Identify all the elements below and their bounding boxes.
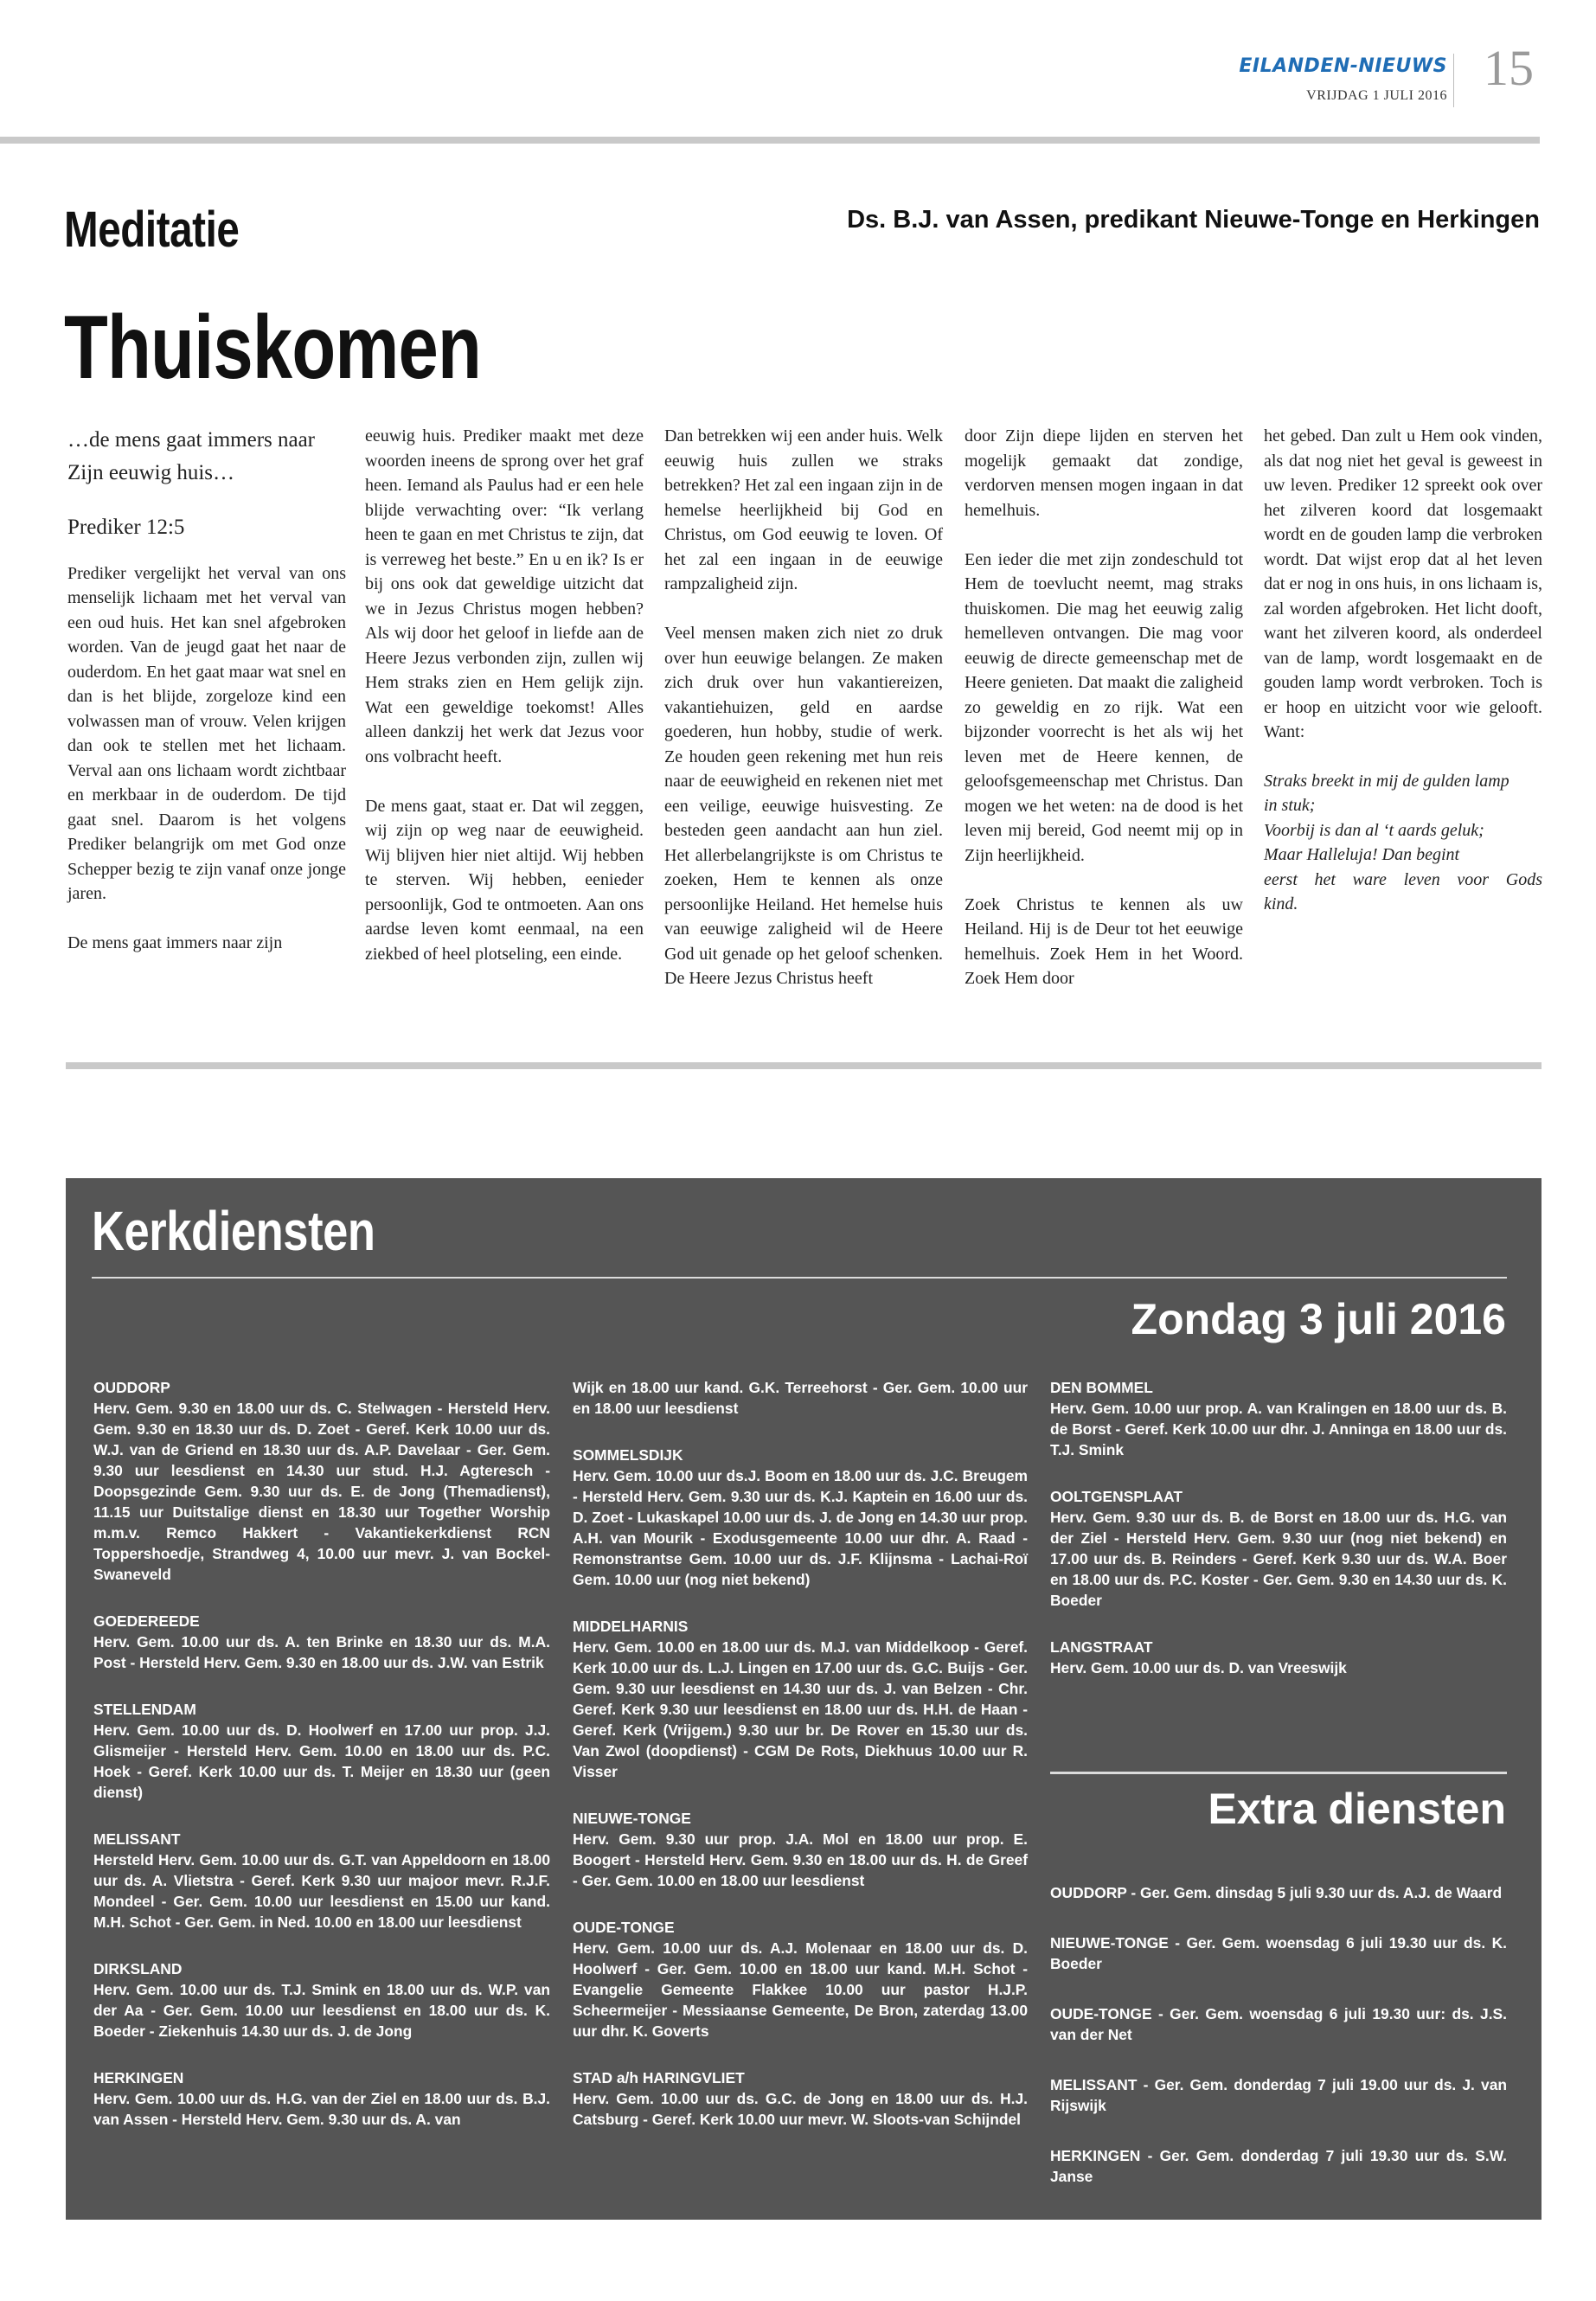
service-details: Herv. Gem. 9.30 en 18.00 uur ds. C. Stelwagen - Hersteld Herv. Gem. 9.30 en 18.30 uur ds. D. Zoet - Geref. Kerk 10.00 uur ds. W.J. van de Griend en 18.30 uur ds. A.P. Davelaar - Ger. Gem. 9.30 uur leesdienst en 14.30 uur stud. H.J. Agteresch - Doopsgezinde Gem. 9.30 uur ds. E. de Jong (Themadienst), 11.15 uur Duitstalige dienst en 18.30 uur Together Worship m.m.v. Remco Hakkert - Vakantiekerkdienst RCN Toppershoedje, Strandweg 4, 10.00 uur mevr. J. van Bockel-Swaneveld <box>93 1400 550 1583</box>
extra-services-title: Extra diensten <box>1208 1785 1506 1833</box>
poem-line: eerst het ware leven voor Gods <box>1264 869 1542 889</box>
article-paragraph: De mens gaat immers naar zijn <box>67 933 283 952</box>
header-rule <box>0 137 1540 144</box>
article-column-1 <box>67 424 346 956</box>
service-place: DEN BOMMEL <box>1050 1379 1153 1396</box>
article-column-3 <box>664 424 943 991</box>
article-paragraph: Veel mensen maken zich niet zo druk over hun eeuwige belangen. Ze maken zich druk over hun vakantiereizen, vakantiehuizen, geld en aardse goederen, hun hobby, studie of werk. Ze houden geen rekening met hun reis naar de eeuwigheid en rekenen niet met een veilige, eeuwige huisvesting. Ze besteden geen aandacht aan hun ziel. Het allerbelangrijkste is om Christus te zoeken, Hem te kennen als onze persoonlijke Heiland. Het hemelse huis van eeuwige zaligheid wil de Heere God uit genade op het geloof schenken. De Heere Jezus Christus heeft <box>664 624 943 988</box>
article-headline: Thuiskomen <box>64 298 482 398</box>
services-title: Kerkdiensten <box>92 1200 375 1262</box>
service-details: Herv. Gem. 10.00 uur ds. H.G. van der Ziel en 18.00 uur ds. B.J. van Assen - Hersteld Herv. Gem. 9.30 uur ds. A. van <box>93 2090 550 2128</box>
service-place: STAD a/h HARINGVLIET <box>573 2069 745 2086</box>
article-paragraph: Prediker vergelijkt het verval van ons menselijk lichaam met het verval van een oud huis. Het kan snel afgebroken worden. Van de jeugd gaat het naar de ouderdom. En het gaat maar wat snel en dan is het blijde, zorgeloze kind een volwassen man of vrouw. Velen krijgen dan ook te stellen met het lichaam. Verval aan ons lichaam wordt zichtbaar en merkbaar in de ouderdom. De tijd gaat snel. Daarom is het volgens Prediker belangrijk om met God onze Schepper bezig te zijn vanaf onze jonge jaren. <box>67 563 346 903</box>
service-place: MIDDELHARNIS <box>573 1618 689 1635</box>
service-place: NIEUWE-TONGE <box>573 1810 691 1827</box>
service-details: Herv. Gem. 10.00 uur ds.J. Boom en 18.00 uur ds. J.C. Breugem - Hersteld Herv. Gem. 9.30 uur ds. K.J. Kaptein en 16.00 uur ds. D. Zoet - Lukaskapel 10.00 uur ds. J. de Jong en 14.30 uur prop. A.H. van Mourik - Exodusgemeente 10.00 uur dhr. A. Raad - Remonstrantse Gem. 10.00 uur ds. J.F. Klijnsma - Lachai-Roï Gem. 10.00 uur (nog niet bekend) <box>573 1467 1028 1588</box>
poem-line: in stuk; <box>1264 796 1316 815</box>
section-title: Meditatie <box>64 202 240 258</box>
service-place: DIRKSLAND <box>93 1960 183 1977</box>
service-details: Herv. Gem. 10.00 uur ds. T.J. Smink en 18.00 uur ds. W.P. van der Aa - Ger. Gem. 10.00 uur leesdienst en 18.00 uur ds. K. Boeder - Ziekenhuis 14.30 uur ds. J. de Jong <box>93 1981 550 2040</box>
services-column-1 <box>93 1377 550 2130</box>
article-paragraph: De mens gaat, staat er. Dat wil zeggen, wij zijn op weg naar de eeuwigheid. Wij blijven hier niet altijd. Wij hebben te sterven. Wij hebben, eenieder persoonlijk, God te ontmoeten. Aan ons aardse leven komt eenmaal, na een ziekbed of heel plotseling, een einde. <box>365 796 644 964</box>
services-title-rule <box>92 1277 1507 1279</box>
article-paragraph: Dan betrekken wij een ander huis. Welk eeuwig huis zullen we straks betrekken? Het zal een ingaan zijn in de hemelse heerlijkheid bij God en Christus, om God eeuwig te loven. Of het zal een ingaan in de eeuwige rampzaligheid zijn. <box>664 426 943 593</box>
service-place: HERKINGEN <box>93 2069 184 2086</box>
poem-line: Maar Halleluja! Dan begint <box>1264 845 1460 864</box>
extra-service-item: OUDE-TONGE - Ger. Gem. woensdag 6 juli 19.30 uur: ds. J.S. van der Net <box>1050 2005 1507 2043</box>
article-byline: Ds. B.J. van Assen, predikant Nieuwe-Tonge en Herkingen <box>847 206 1540 234</box>
service-details: Herv. Gem. 10.00 uur ds. D. Hoolwerf en 17.00 uur prop. J.J. Glismeijer - Hersteld Herv. Gem. 10.00 en 18.00 uur ds. P.C. Hoek - Geref. Kerk 10.00 uur ds. T. Meijer en 18.30 uur (geen dienst) <box>93 1721 550 1801</box>
services-column-3 <box>1050 1377 1507 1678</box>
extra-services-list <box>1050 1882 1507 2216</box>
service-details: Hersteld Herv. Gem. 10.00 uur ds. G.T. van Appeldoorn en 18.00 uur ds. A. Vlietstra - Geref. Kerk 9.30 uur majoor mevr. R.J.F. Mondeel - Ger. Gem. 10.00 uur leesdienst en 15.00 uur kand. M.H. Schot - Ger. Gem. in Ned. 10.00 en 18.00 uur leesdienst <box>93 1851 550 1931</box>
service-details: Herv. Gem. 10.00 uur ds. A. ten Brinke en 18.30 uur ds. M.A. Post - Hersteld Herv. Gem. 9.30 en 18.00 uur ds. J.W. van Estrik <box>93 1633 550 1671</box>
service-place: OUDE-TONGE <box>573 1919 675 1936</box>
service-place: OOLTGENSPLAAT <box>1050 1488 1183 1505</box>
article-column-2 <box>365 424 644 966</box>
service-details: Herv. Gem. 10.00 uur ds. A.J. Molenaar en 18.00 uur ds. D. Hoolwerf - Ger. Gem. 10.00 en 18.00 uur kand. M.H. Schot - Evangelie Gemeente Flakkee 10.00 uur pastor H.J.P. Scheermeijer - Messiaanse Gemeente, De Bron, zaterdag 13.00 uur dhr. K. Goverts <box>573 1939 1028 2040</box>
extra-service-item: NIEUWE-TONGE - Ger. Gem. woensdag 6 juli 19.30 uur ds. K. Boeder <box>1050 1934 1507 1972</box>
service-place: OUDDORP <box>93 1379 170 1396</box>
closing-poem <box>1264 769 1542 917</box>
service-details: Wijk en 18.00 uur kand. G.K. Terreehorst - Ger. Gem. 10.00 uur en 18.00 uur leesdienst <box>573 1379 1028 1417</box>
poem-line: kind. <box>1264 894 1298 913</box>
service-place: GOEDEREEDE <box>93 1612 200 1630</box>
section-divider <box>66 1062 1542 1069</box>
service-place: MELISSANT <box>93 1830 181 1848</box>
bible-reference: Prediker 12:5 <box>67 516 185 539</box>
extra-services-rule <box>1050 1772 1507 1774</box>
extra-service-item: MELISSANT - Ger. Gem. donderdag 7 juli 19.00 uur ds. J. van Rijswijk <box>1050 2076 1507 2114</box>
issue-date: VRIJDAG 1 JULI 2016 <box>1306 88 1447 103</box>
article-column-5 <box>1264 424 1542 917</box>
service-place: STELLENDAM <box>93 1701 196 1718</box>
service-details: Herv. Gem. 9.30 uur prop. J.A. Mol en 18.00 uur prop. E. Boogert - Hersteld Herv. Gem. 9.30 en 18.00 uur ds. H. de Greef - Ger. Gem. 10.00 en 18.00 uur leesdienst <box>573 1830 1028 1889</box>
article-paragraph: Zoek Christus te kennen als uw Heiland. Hij is de Deur tot het eeuwige hemelhuis. Zoek Hem in het Woord. Zoek Hem door <box>965 894 1243 988</box>
extra-service-item: OUDDORP - Ger. Gem. dinsdag 5 juli 9.30 uur ds. A.J. de Waard <box>1050 1884 1503 1901</box>
poem-line: Straks breekt in mij de gulden lamp <box>1264 771 1509 791</box>
services-column-2 <box>573 1377 1028 2130</box>
service-details: Herv. Gem. 9.30 uur ds. B. de Borst en 18.00 uur ds. H.G. van der Ziel - Hersteld Herv. Gem. 9.30 uur (nog niet bekend) en 17.00 uur ds. B. Reinders - Geref. Kerk 9.30 uur ds. W.A. Boer en 18.00 uur ds. P.C. Koster - Ger. Gem. 9.30 en 14.30 uur ds. K. Boeder <box>1050 1509 1507 1609</box>
article-epigraph: …de mens gaat immers naar Zijn eeuwig huis… <box>67 428 316 484</box>
article-column-4 <box>965 424 1243 991</box>
extra-service-item: HERKINGEN - Ger. Gem. donderdag 7 juli 19.30 uur ds. S.W. Janse <box>1050 2147 1507 2185</box>
page-number: 15 <box>1484 40 1534 96</box>
article-paragraph: het gebed. Dan zult u Hem ook vinden, als dat nog niet het geval is geweest in uw leven. Prediker 12 spreekt ook over het zilveren koord dat losgemaakt wordt en de gouden lamp die verbroken wordt. Dat wijst erop dat al het leven dat er nog in ons huis, in ons lichaam is, zal worden afgebroken. Het licht dooft, want het zilveren koord, als onderdeel van de lamp, wordt losgemaakt en de gouden lamp wordt verbroken. Toch is er hoop en uitzicht voor wie gelooft. Want: <box>1264 426 1542 741</box>
service-place: SOMMELSDIJK <box>573 1446 683 1464</box>
article-paragraph: Een ieder die met zijn zondeschuld tot Hem de toevlucht neemt, mag straks thuiskomen. Die mag het eeuwig zalig hemelleven ontvangen. Die mag voor eeuwig de directe gemeenschap met de Heere genieten. Dat maakt die zaligheid zo geweldig en zo rijk. Wat een bijzonder voorrecht is het als wij het leven met de Heere kennen, de geloofsgemeenschap met Christus. Dan mogen we het weten: na de dood is het leven mij bereid, God neemt mij op in Zijn heerlijkheid. <box>965 549 1243 865</box>
poem-line: Voorbij is dan al ‘t aards geluk; <box>1264 820 1484 840</box>
service-details: Herv. Gem. 10.00 uur ds. D. van Vreeswijk <box>1050 1659 1347 1676</box>
service-details: Herv. Gem. 10.00 uur prop. A. van Kralingen en 18.00 uur ds. B. de Borst - Geref. Kerk 10.00 uur dhr. J. Anninga en 18.00 uur ds. T.J. Smink <box>1050 1400 1507 1458</box>
service-details: Herv. Gem. 10.00 en 18.00 uur ds. M.J. van Middelkoop - Geref. Kerk 10.00 uur ds. L.J. Lingen en 17.00 uur ds. G.C. Buijs - Ger. Gem. 9.30 uur leesdienst en 14.30 uur ds. J. van Belzen - Chr. Geref. Kerk 9.30 uur leesdienst en 18.00 uur ds. H.H. de Haan - Geref. Kerk (Vrijgem.) 9.30 uur br. De Rover en 15.30 uur ds. Van Zwol (doopdienst) - CGM De Rots, Diekhuus 10.00 uur R. Visser <box>573 1638 1028 1780</box>
article-paragraph: door Zijn diepe lijden en sterven het mogelijk gemaakt dat zondige, verdorven mensen mogen ingaan in dat hemelhuis. <box>965 426 1243 520</box>
services-date: Zondag 3 juli 2016 <box>1131 1295 1506 1343</box>
service-details: Herv. Gem. 10.00 uur ds. G.C. de Jong en 18.00 uur ds. H.J. Catsburg - Geref. Kerk 10.00 uur mevr. W. Sloots-van Schijndel <box>573 2090 1028 2128</box>
article-paragraph: eeuwig huis. Prediker maakt met deze woorden ineens de sprong over het graf heen. Iemand als Paulus had er een hele blijde verwachting over: “Ik verlang heen te gaan en met Christus te zijn, dat is verreweg het beste.” En u en ik? Is er bij ons ook dat geweldige uitzicht dat we in Jezus Christus mogen hebben? Als wij door het geloof in liefde aan de Heere Jezus verbonden zijn, zullen wij Hem straks zien en Hem gelijk zijn. Wat een geweldige toekomst! Alles alleen dankzij het werk dat Jezus voor ons volbracht heeft. <box>365 426 644 766</box>
service-place: LANGSTRAAT <box>1050 1638 1153 1656</box>
newspaper-logo: EILANDEN-NIEUWS <box>1239 55 1447 77</box>
header-divider <box>1453 54 1454 107</box>
